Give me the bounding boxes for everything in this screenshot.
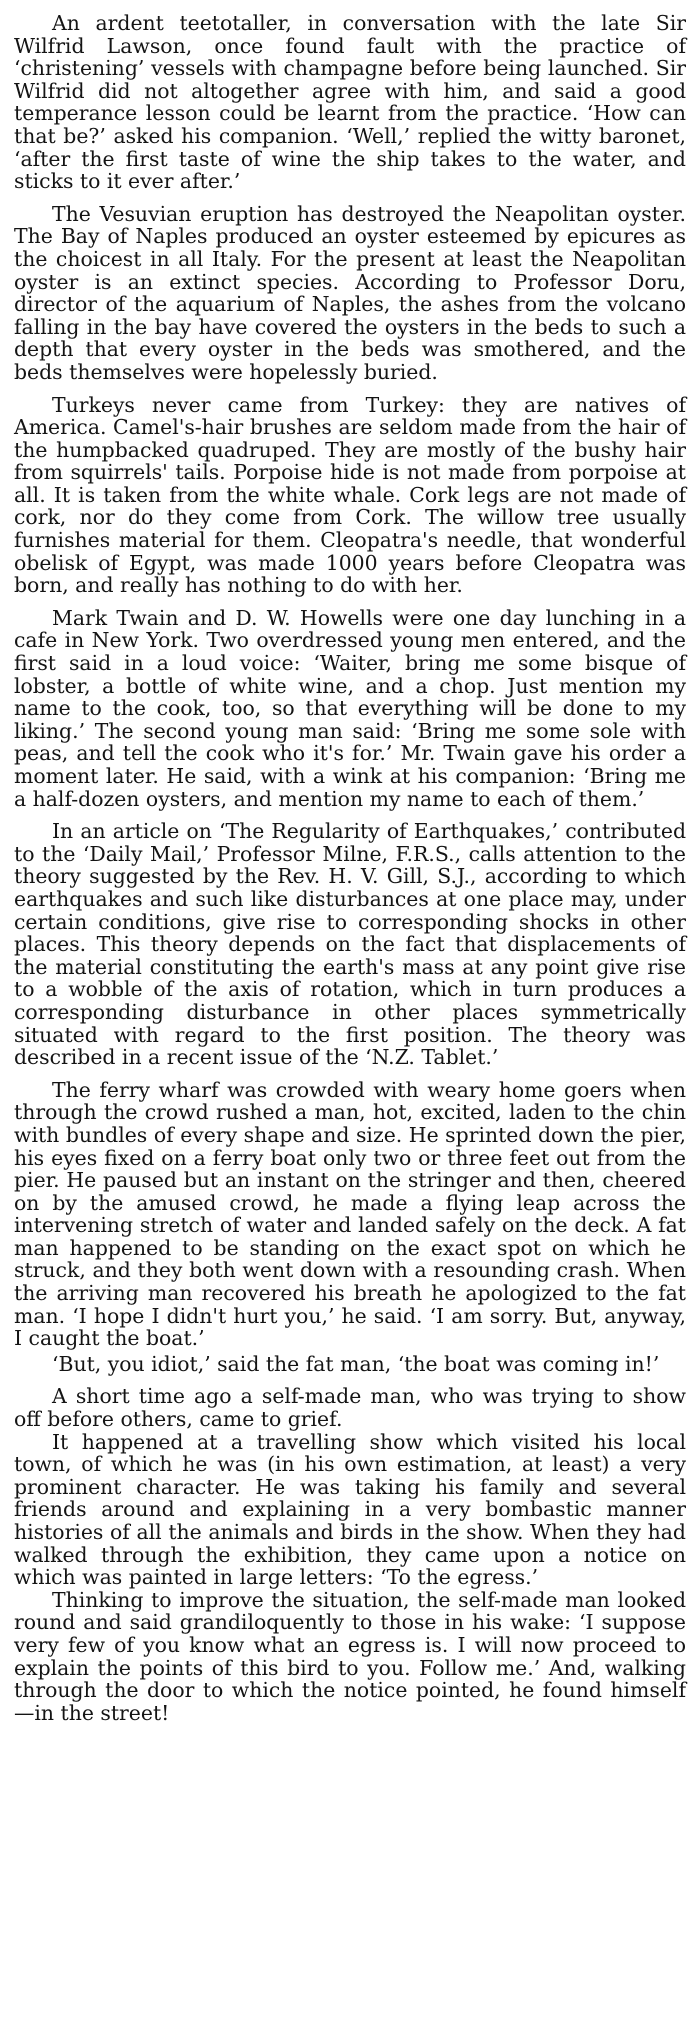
paragraph-earthquakes: In an article on ‘The Regularity of Earthquakes,’ contributed to the ‘Daily Mail,’ Professor Milne, F.R.S., calls attention to the theory suggested by the Rev. H. V. Gill, S.J., according to which earthquakes and such like disturbances at one place may, under certain conditions, give rise to corresponding shocks in other places. This theory depends on the fact that displacements of the material constituting the earth's mass at any point give rise to a wobble of the axis of rotation, which in turn produces a corresponding disturbance in other places symmetrically situated with regard to the first position. The theory was described in a recent issue of the ‘N.Z. Tablet.’ — [14, 819, 686, 1070]
paragraph-ferry-wharf: The ferry wharf was crowded with weary home goers when through the crowd rushed a man, hot, excited, laden to the chin with bundles of every shape and size. He sprinted down the pier, his eyes fixed on a ferry boat only two or three feet out from the pier. He paused but an instant on the stringer and then, cheered on by the amused crowd, he made a flying leap across the intervening stretch of water and landed safely on the deck. A fat man happened to be standing on the exact spot on which he struck, and they both went down with a resounding crash. When the arriving man recovered his breath he apologized to the fat man. ‘I hope I didn't hurt you,’ he said. ‘I am sorry. But, anyway, I caught the boat.’ — [14, 1077, 686, 1351]
paragraph-travelling-show: It happened at a travelling show which visited his local town, of which he was (in his own estimation, at least) a very prominent character. He was taking his family and several friends around and explaining in a very bombastic manner histories of all the animals and birds in the show. When they had walked through the exhibition, they came upon a notice on which was painted in large letters: ‘To the egress.’ — [14, 1429, 686, 1590]
paragraph-neapolitan-oyster: The Vesuvian eruption has destroyed the Neapolitan oyster. The Bay of Naples produced an oyster esteemed by epicures as the choicest in all Italy. For the present at least the Neapolitan oyster is an extinct species. According to Professor Doru, director of the aquarium of Naples, the ashes from the volcano falling in the bay have covered the oysters in the beds to such a depth that every oyster in the beds was smothered, and the beds themselves were hopelessly buried. — [14, 201, 686, 384]
paragraph-mark-twain: Mark Twain and D. W. Howells were one day lunching in a cafe in New York. Two overdressed young men entered, and the first said in a loud voice: ‘Waiter, bring me some bisque of lobster, a bottle of white wine, and a chop. Just mention my name to the cook, too, so that everything will be done to my liking.’ The second young man said: ‘Bring me some sole with peas, and tell the cook who it's for.’ Mr. Twain gave his order a moment later. He said, with a wink at his companion: ‘Bring me a half-dozen oysters, and mention my name to each of them.’ — [14, 605, 686, 811]
paragraph-egress: Thinking to improve the situation, the self-made man looked round and said grandiloquently to those in his wake: ‘I suppose very few of you know what an egress is. I will now proceed to explain the points of this bird to you. Follow me.’ And, walking through the door to which the notice pointed, he found himself—in the street! — [14, 1587, 686, 1725]
newspaper-column — [14, 12, 686, 1724]
paragraph-self-made-man: A short time ago a self-made man, who was trying to show off before others, came to grief. — [14, 1384, 686, 1432]
paragraph-fat-man-reply: ‘But, you idiot,’ said the fat man, ‘the boat was coming in!’ — [52, 1351, 660, 1376]
paragraph-teetotaller: An ardent teetotaller, in conversation with the late Sir Wilfrid Lawson, once found fault with the practice of ‘christening’ vessels with champagne before being launched. Sir Wilfrid did not altogether agree with him, and said a good temperance lesson could be learnt from the practice. ‘How can that be?’ asked his companion. ‘Well,’ replied the witty baronet, ‘after the first taste of wine the ship takes to the water, and sticks to it ever after.’ — [14, 11, 686, 194]
paragraph-misnomers: Turkeys never came from Turkey: they are natives of America. Camel's-hair brushes are seldom made from the hair of the humpbacked quadruped. They are mostly of the bushy hair from squirrels' tails. Porpoise hide is not made from porpoise at all. It is taken from the white whale. Cork legs are not made of cork, nor do they come from Cork. The willow tree usually furnishes material for them. Cleopatra's needle, that wonderful obelisk of Egypt, was made 1000 years before Cleopatra was born, and really has nothing to do with her. — [14, 392, 686, 598]
